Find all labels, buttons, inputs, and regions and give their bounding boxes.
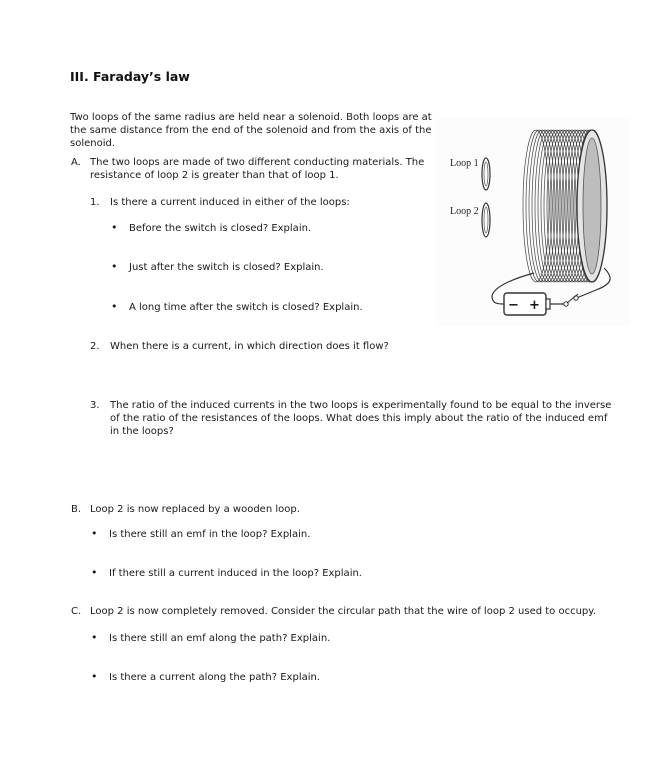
q1-bullet-item: A long time after the switch is closed? Explain. xyxy=(129,302,363,313)
loop-1-label: Loop 1 xyxy=(450,158,479,169)
part-c-bullet-item: Is there a current along the path? Explain. xyxy=(109,672,321,683)
bullet-dot: • xyxy=(91,670,98,683)
bullet-dot: • xyxy=(91,566,98,579)
part-b-text: Loop 2 is now replaced by a wooden loop. xyxy=(90,504,300,515)
question-3-line: of the ratio of the resistances of the loops. What does this imply about the ratio of the induced emf xyxy=(110,413,608,424)
bullet-dot: • xyxy=(111,221,118,234)
solenoid-coil xyxy=(523,130,607,282)
bullet-dot: • xyxy=(91,631,98,644)
battery-minus: − xyxy=(508,298,519,313)
question-3-marker: 3. xyxy=(90,400,100,411)
section-title: III. Faraday’s law xyxy=(70,69,190,84)
question-2-text: When there is a current, in which direction does it flow? xyxy=(110,341,389,352)
part-c-bullet-item: Is there still an emf along the path? Explain. xyxy=(109,633,331,644)
part-a-line: resistance of loop 2 is greater than that of loop 1. xyxy=(90,170,339,181)
part-c-marker: C. xyxy=(71,606,82,617)
loop-2 xyxy=(482,203,490,237)
intro-line: Two loops of the same radius are held near a solenoid. Both loops are at xyxy=(70,112,432,123)
part-a-line: The two loops are made of two different conducting materials. The xyxy=(90,157,425,168)
part-b-marker: B. xyxy=(71,504,82,515)
q1-bullet-item: Just after the switch is closed? Explain. xyxy=(129,262,324,273)
intro-line: solenoid. xyxy=(70,138,116,149)
bullet-dot: • xyxy=(91,527,98,540)
part-b-bullet-item: Is there still an emf in the loop? Explain. xyxy=(109,529,311,540)
part-a-marker: A. xyxy=(71,157,81,168)
question-3-line: The ratio of the induced currents in the two loops is experimentally found to be equal to the inverse xyxy=(110,400,612,411)
bullet-dot: • xyxy=(111,260,118,273)
bullet-dot: • xyxy=(111,300,118,313)
part-c-text: Loop 2 is now completely removed. Consider the circular path that the wire of loop 2 used to occupy. xyxy=(90,606,596,617)
part-b-bullet-item: If there still a current induced in the loop? Explain. xyxy=(109,568,362,579)
battery-plus: + xyxy=(529,298,540,313)
intro-line: the same distance from the end of the solenoid and from the axis of the xyxy=(70,125,432,136)
battery-icon xyxy=(504,293,550,315)
solenoid-figure xyxy=(436,118,630,326)
question-1-text: Is there a current induced in either of the loops: xyxy=(110,197,350,208)
q1-bullet-item: Before the switch is closed? Explain. xyxy=(129,223,312,234)
question-3-line: in the loops? xyxy=(110,426,174,437)
question-2-marker: 2. xyxy=(90,341,100,352)
question-1-marker: 1. xyxy=(90,197,100,208)
loop-1 xyxy=(482,158,490,190)
loop-2-label: Loop 2 xyxy=(450,206,479,217)
